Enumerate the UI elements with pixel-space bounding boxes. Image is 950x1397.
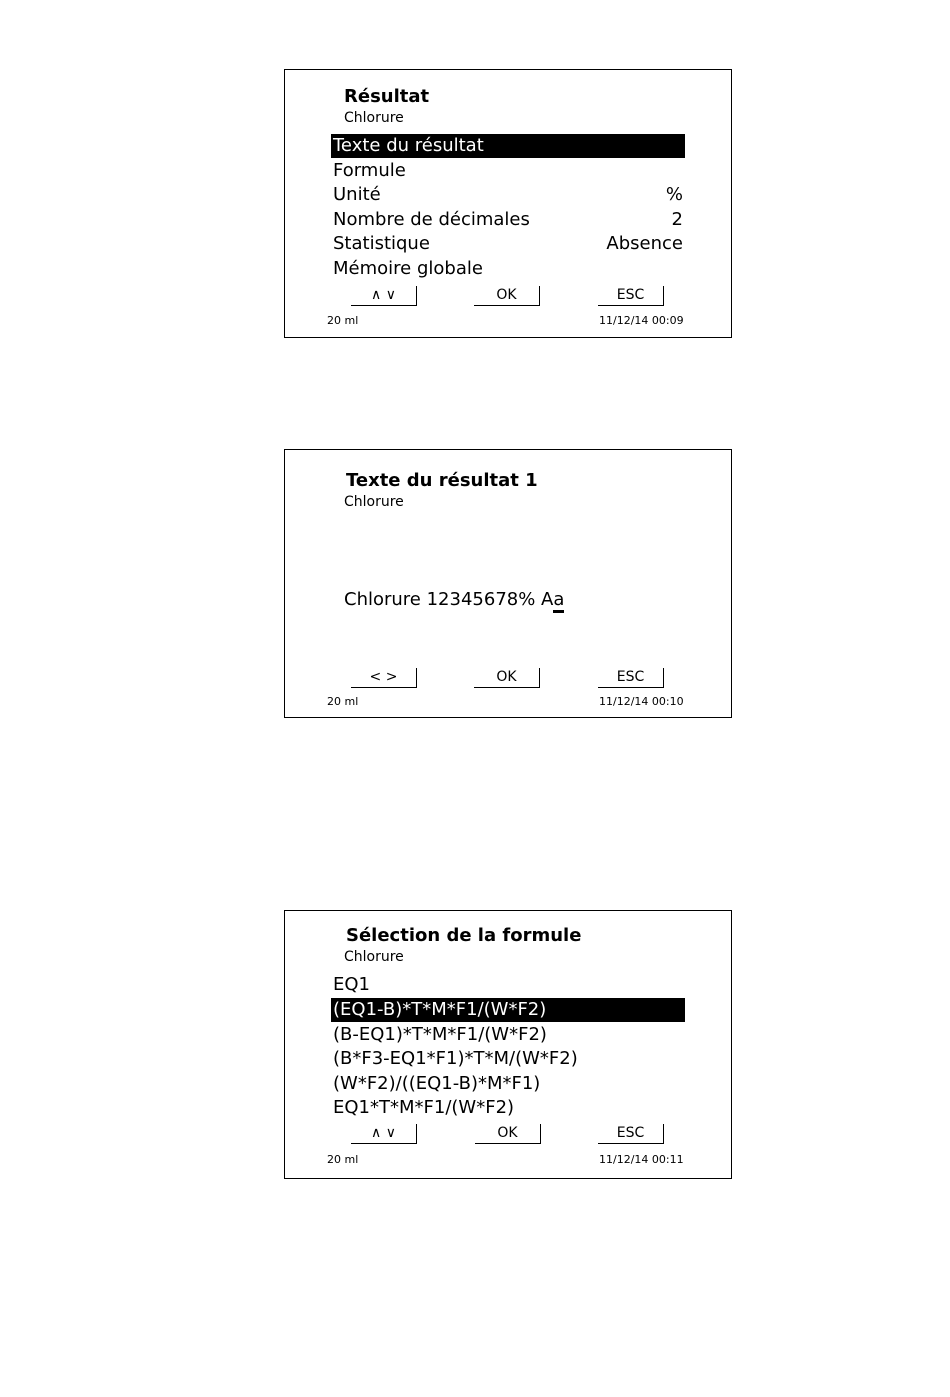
formula-item[interactable] [331, 998, 685, 1022]
menu-item-value: % [665, 184, 683, 205]
menu-item-label: Unité [333, 184, 381, 205]
esc-button[interactable]: ESC [598, 286, 664, 306]
formula-item[interactable] [331, 1096, 685, 1120]
menu-item-value: Absence [606, 233, 683, 254]
menu-item-global-memory[interactable] [331, 257, 685, 281]
result-text-screen [284, 449, 732, 718]
menu-item-decimals[interactable] [331, 208, 685, 232]
menu-item-statistics[interactable] [331, 232, 685, 256]
volume-status: 20 ml [327, 314, 359, 327]
datetime-status: 11/12/14 00:11 [599, 1153, 684, 1166]
volume-status: 20 ml [327, 1153, 359, 1166]
menu-item-label: Nombre de décimales [333, 209, 530, 230]
menu-item-label: Formule [333, 160, 406, 181]
input-text: Chlorure 12345678% A [344, 589, 554, 610]
formula-item[interactable] [331, 973, 685, 997]
screen-title: Texte du résultat 1 [346, 470, 538, 491]
formula-item[interactable] [331, 1047, 685, 1071]
datetime-status: 11/12/14 00:10 [599, 695, 684, 708]
formula-label: EQ1*T*M*F1/(W*F2) [333, 1097, 515, 1118]
menu-item-label: Mémoire globale [333, 258, 483, 279]
menu-item-label: Statistique [333, 233, 430, 254]
screen-subtitle: Chlorure [344, 494, 404, 510]
screen-title: Sélection de la formule [346, 925, 582, 946]
menu-item-formula[interactable] [331, 159, 685, 183]
screen-title: Résultat [344, 86, 430, 107]
arrow-updown-button[interactable]: ∧ ∨ [351, 286, 417, 306]
ok-button[interactable]: OK [474, 286, 540, 306]
formula-label: (EQ1-B)*T*M*F1/(W*F2) [333, 999, 547, 1020]
menu-item-label: Texte du résultat [333, 135, 484, 156]
formula-selection-screen [284, 910, 732, 1179]
ok-button[interactable]: OK [474, 668, 540, 688]
formula-item[interactable] [331, 1072, 685, 1096]
volume-status: 20 ml [327, 695, 359, 708]
menu-item-result-text[interactable] [331, 134, 685, 158]
datetime-status: 11/12/14 00:09 [599, 314, 684, 327]
formula-item[interactable] [331, 1023, 685, 1047]
esc-button[interactable]: ESC [598, 668, 664, 688]
formula-label: (B*F3-EQ1*F1)*T*M/(W*F2) [333, 1048, 578, 1069]
result-text-input[interactable] [344, 589, 564, 610]
screen-subtitle: Chlorure [344, 949, 404, 965]
menu-item-unit[interactable] [331, 183, 685, 207]
arrow-updown-button[interactable]: ∧ ∨ [351, 1124, 417, 1144]
ok-button[interactable]: OK [475, 1124, 541, 1144]
result-menu-screen [284, 69, 732, 338]
text-cursor: a [553, 589, 564, 613]
formula-label: (B-EQ1)*T*M*F1/(W*F2) [333, 1024, 547, 1045]
menu-item-value: 2 [671, 209, 683, 230]
formula-label: EQ1 [333, 974, 370, 995]
screen-subtitle: Chlorure [344, 110, 404, 126]
esc-button[interactable]: ESC [598, 1124, 664, 1144]
arrow-leftright-button[interactable]: < > [351, 668, 417, 688]
formula-label: (W*F2)/((EQ1-B)*M*F1) [333, 1073, 541, 1094]
